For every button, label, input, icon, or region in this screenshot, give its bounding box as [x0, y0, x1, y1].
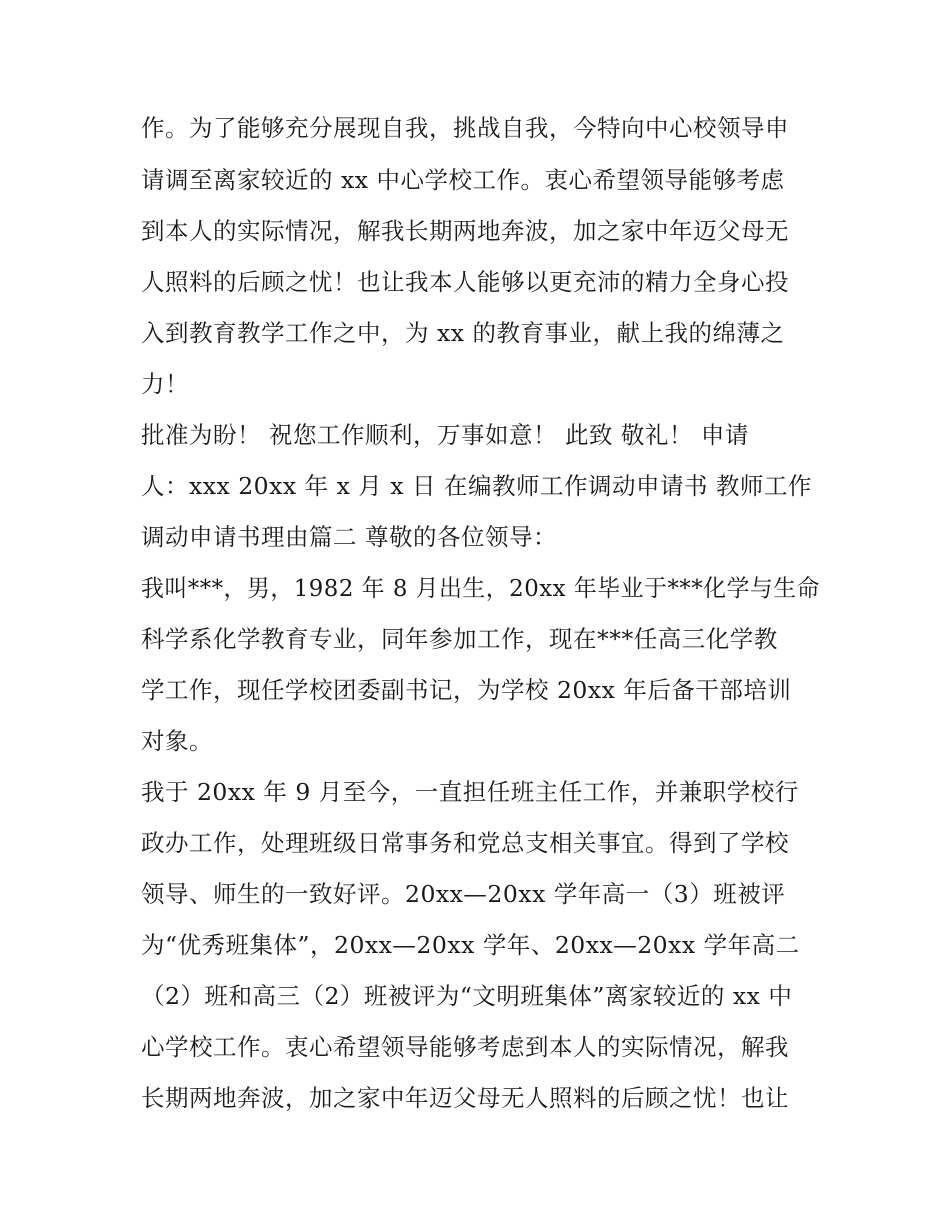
- text-line: 我叫***，男，1982 年 8 月出生，20xx 年毕业于***化学与生命: [141, 574, 821, 602]
- text-line: 调动申请书理由篇二 尊敬的各位领导：: [141, 523, 557, 551]
- text-line: 力！: [141, 370, 189, 398]
- text-line: 人：xxx 20xx 年 x 月 x 日 在编教师工作调动申请书 教师工作: [141, 472, 812, 500]
- text-line: 到本人的实际情况，解我长期两地奔波，加之家中年迈父母无: [141, 217, 789, 245]
- text-line: 对象。: [141, 727, 213, 755]
- text-line: 请调至离家较近的 xx 中心学校工作。衷心希望领导能够考虑: [141, 166, 785, 194]
- text-line: 作。为了能够充分展现自我，挑战自我，今特向中心校领导申: [141, 114, 789, 142]
- text-line: 为“优秀班集体”，20xx—20xx 学年、20xx—20xx 学年高二: [141, 931, 800, 959]
- text-line: 人照料的后顾之忧！也让我本人能够以更充沛的精力全身心投: [141, 268, 789, 296]
- text-line: 长期两地奔波，加之家中年迈父母无人照料的后顾之忧！也让: [141, 1084, 789, 1112]
- text-line: 政办工作，处理班级日常事务和党总支相关事宜。得到了学校: [141, 829, 789, 857]
- text-line: 心学校工作。衷心希望领导能够考虑到本人的实际情况，解我: [141, 1033, 789, 1061]
- text-line: 入到教育教学工作之中，为 xx 的教育事业，献上我的绵薄之: [141, 319, 785, 347]
- text-line: 领导、师生的一致好评。20xx—20xx 学年高一（3）班被评: [141, 880, 786, 908]
- text-line: 批准为盼！ 祝您工作顺利，万事如意！ 此致 敬礼！ 申请: [141, 421, 749, 449]
- text-line: 科学系化学教育专业，同年参加工作，现在***任高三化学教: [141, 625, 778, 653]
- text-line: 学工作，现任学校团委副书记，为学校 20xx 年后备干部培训: [141, 676, 792, 704]
- text-line: 我于 20xx 年 9 月至今，一直担任班主任工作，并兼职学校行: [141, 778, 799, 806]
- text-line: （2）班和高三（2）班被评为“文明班集体”离家较近的 xx 中: [141, 982, 793, 1010]
